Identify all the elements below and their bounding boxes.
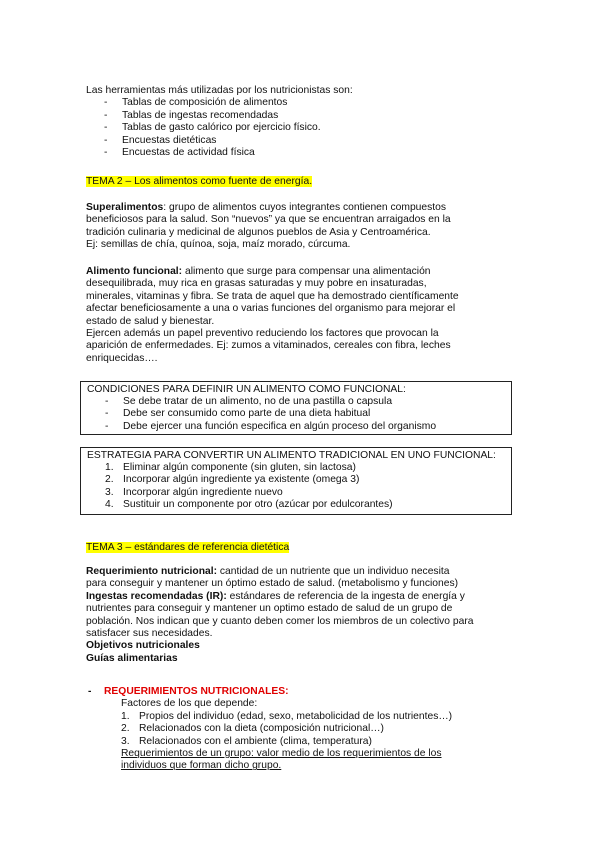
intro-lead: Las herramientas más utilizadas por los nutricionistas son: <box>86 85 353 96</box>
list-item: 1. Propios del individuo (edad, sexo, metabolicidad de los nutrientes…) <box>121 710 453 722</box>
tema2-heading-block <box>86 176 526 188</box>
tema2-heading: TEMA 2 – Los alimentos como fuente de energía. <box>86 176 313 187</box>
ir-term: Ingestas recomendadas (IR): <box>86 590 227 602</box>
list-item: - Tablas de composición de alimentos <box>104 97 288 109</box>
tema3-definitions: Requerimiento nutricional: cantidad de un nutriente que un individuo necesita para conseguir y mantener un óptimo estado de salud. (metabolismo y funciones) Ingestas recomendadas (IR): estándares de referencia de la ingesta de energía y nutrientes para conseguir y mantener un optimo estado de salud de un grupo de población. Nos indican que y cuanto deben comer los miembros de un colectivo para satisfacer sus necesidades. Objetivos nutricionales Guías alimentarias <box>86 566 526 665</box>
funcional-term: Alimento funcional: <box>86 266 183 277</box>
list-item: 2. Relacionados con la dieta (composición nutricional…) <box>121 723 384 735</box>
list-item: - Encuestas dietéticas <box>104 134 217 146</box>
superalimentos-paragraph: Superalimentos: grupo de alimentos cuyos integrantes contienen compuestos beneficiosos para la salud. Son “nuevos” ya que se encuentran arraigados en la tradición culinaria y medicinal de algunos pueblos de Asia y Centroamérica. Ej: semillas de chía, quínoa, soja, maíz morado, cúrcuma. <box>86 202 451 251</box>
list-item: - Tablas de gasto calórico por ejercicio físico. <box>104 122 321 134</box>
estrategia-box <box>80 447 512 515</box>
list-item: - Encuestas de actividad física <box>104 147 255 159</box>
condiciones-box <box>80 381 512 435</box>
requerimientos-title: REQUERIMIENTOS NUTRICIONALES: <box>104 686 289 697</box>
list-item: 2. Incorporar algún ingrediente ya existente (omega 3) <box>105 474 360 486</box>
intro-section <box>86 85 526 159</box>
list-item: - Se debe tratar de un alimento, no de una pastilla o capsula <box>105 396 393 408</box>
list-item: 3. Incorporar algún ingrediente nuevo <box>105 486 283 498</box>
funcional-paragraph: Alimento funcional: alimento que surge para compensar una alimentación desequilibrada, muy rica en grasas saturadas y muy pobre en insaturadas, minerales, vitaminas y fibra. Se trata de aquel que ha demostrado científicamente afectar beneficiosamente a una o varias funciones del organismo para mejorar el estado de salud y bienestar. Ejercen además un papel preventivo reduciendo los factores que provocan la aparición de enfermedades. Ej: zumos a vitaminados, cereales con fibra, leches enriquecidas…. <box>86 266 459 364</box>
list-item: - Debe ser consumido como parte de una dieta habitual <box>105 408 371 420</box>
list-item: 3. Relacionados con el ambiente (clima, temperatura) <box>121 735 372 747</box>
guias-alimentarias: Guías alimentarias <box>86 652 178 664</box>
requerimientos-section: - REQUERIMIENTOS NUTRICIONALES: Factores de los que depende: 1. Propios del individuo (edad, sexo, metabolicidad de los nutrientes…) 2. Relacionados con la dieta (composición nutricional…) 3. Relacionados con el ambiente (clima, temperatura) Requerimientos de un grupo: valor medio de los requerimientos de los individuos que forman dicho grupo. <box>104 686 524 773</box>
list-item: 1. Eliminar algún componente (sin gluten, sin lactosa) <box>105 462 356 474</box>
objetivos-nutricionales: Objetivos nutricionales <box>86 640 200 652</box>
superalimentos-term: Superalimentos <box>86 202 164 213</box>
requerimiento-term: Requerimiento nutricional: <box>86 566 218 577</box>
box-title: ESTRATEGIA PARA CONVERTIR UN ALIMENTO TRADICIONAL EN UNO FUNCIONAL: <box>87 450 496 461</box>
tema3-heading-block <box>86 542 526 554</box>
list-item: - Tablas de ingestas recomendadas <box>104 109 279 121</box>
list-item: - Debe ejercer una función especifica en algún proceso del organismo <box>105 420 437 432</box>
list-item: 4. Sustituir un componente por otro (azúcar por edulcorantes) <box>105 498 393 510</box>
box-title: CONDICIONES PARA DEFINIR UN ALIMENTO COMO FUNCIONAL: <box>87 384 406 395</box>
tema3-heading: TEMA 3 – estándares de referencia dietética <box>86 542 290 553</box>
